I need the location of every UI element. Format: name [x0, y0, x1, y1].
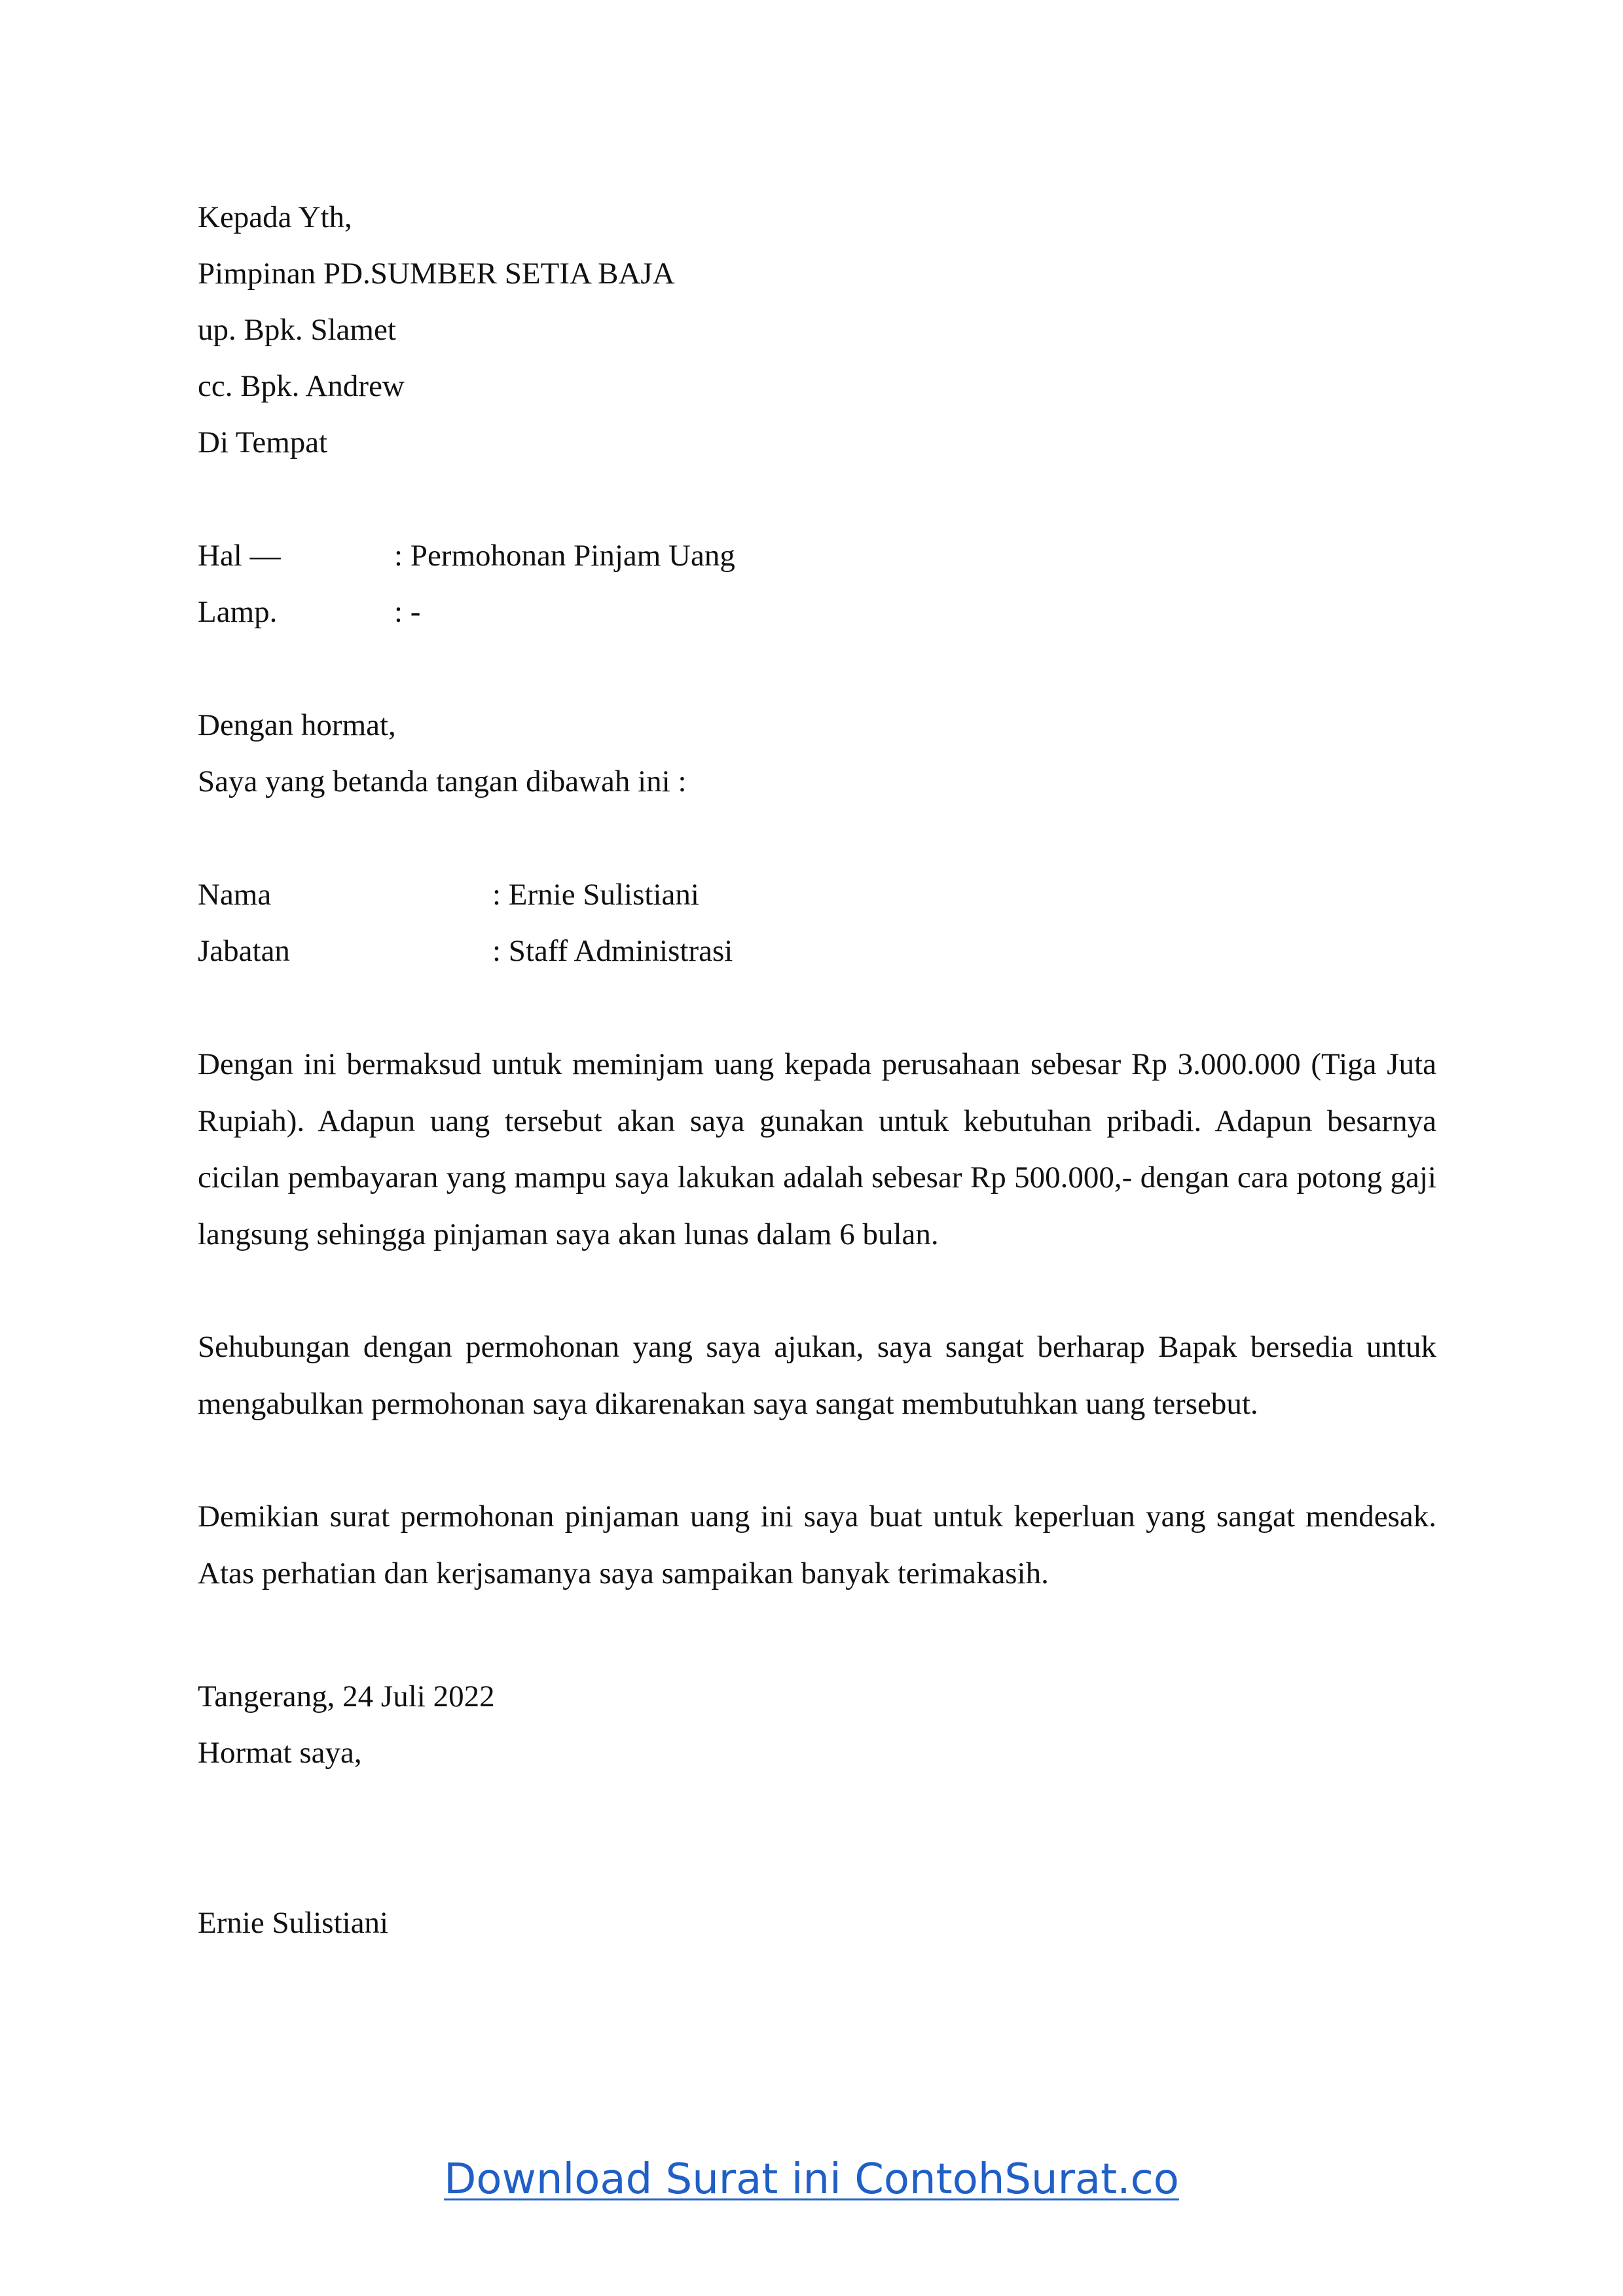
- subject-lamp-value: : -: [394, 595, 421, 629]
- identity-position-label: Jabatan: [198, 934, 290, 968]
- subject-hal-value: : Permohonan Pinjam Uang: [394, 539, 735, 573]
- identity-name-value: : Ernie Sulistiani: [492, 878, 699, 912]
- identity-position-value: : Staff Administrasi: [492, 934, 733, 968]
- intro-line: Saya yang betanda tangan dibawah ini :: [198, 764, 687, 798]
- body-paragraph-3: Demikian surat permohonan pinjaman uang ini saya buat untuk keperluan yang sangat mendesak. Atas perhatian dan kerjsamanya saya sampaikan banyak terimakasih.: [198, 1499, 1436, 1590]
- identity-name-label: Nama: [198, 878, 272, 912]
- recipient-line-1: Pimpinan PD.SUMBER SETIA BAJA: [198, 257, 675, 291]
- subject-lamp-label: Lamp.: [198, 595, 278, 629]
- body-paragraph-2: Sehubungan dengan permohonan yang saya ajukan, saya sangat berharap Bapak bersedia untuk mengabulkan permohonan saya dikarenakan saya sangat membutuhkan uang tersebut.: [198, 1330, 1436, 1421]
- recipient-line-3: cc. Bpk. Andrew: [198, 369, 405, 403]
- greeting: Dengan hormat,: [198, 708, 396, 742]
- download-link[interactable]: Download Surat ini ContohSurat.co: [444, 2155, 1179, 2204]
- subject-hal-label: Hal —: [198, 539, 281, 573]
- closing-regards: Hormat saya,: [198, 1736, 362, 1770]
- place-date: Tangerang, 24 Juli 2022: [198, 1679, 495, 1713]
- recipient-salutation: Kepada Yth,: [198, 200, 352, 234]
- recipient-line-2: up. Bpk. Slamet: [198, 313, 396, 347]
- body-paragraph-1: Dengan ini bermaksud untuk meminjam uang kepada perusahaan sebesar Rp 3.000.000 (Tiga Juta Rupiah). Adapun uang tersebut akan saya gunakan untuk kebutuhan pribadi. Adapun besarnya cicilan pembayaran yang mampu saya lakukan adalah sebesar Rp 500.000,- dengan cara potong gaji langsung sehingga pinjaman saya akan lunas dalam 6 bulan.: [198, 1047, 1436, 1251]
- signatory-name: Ernie Sulistiani: [198, 1906, 389, 1940]
- recipient-line-4: Di Tempat: [198, 425, 328, 459]
